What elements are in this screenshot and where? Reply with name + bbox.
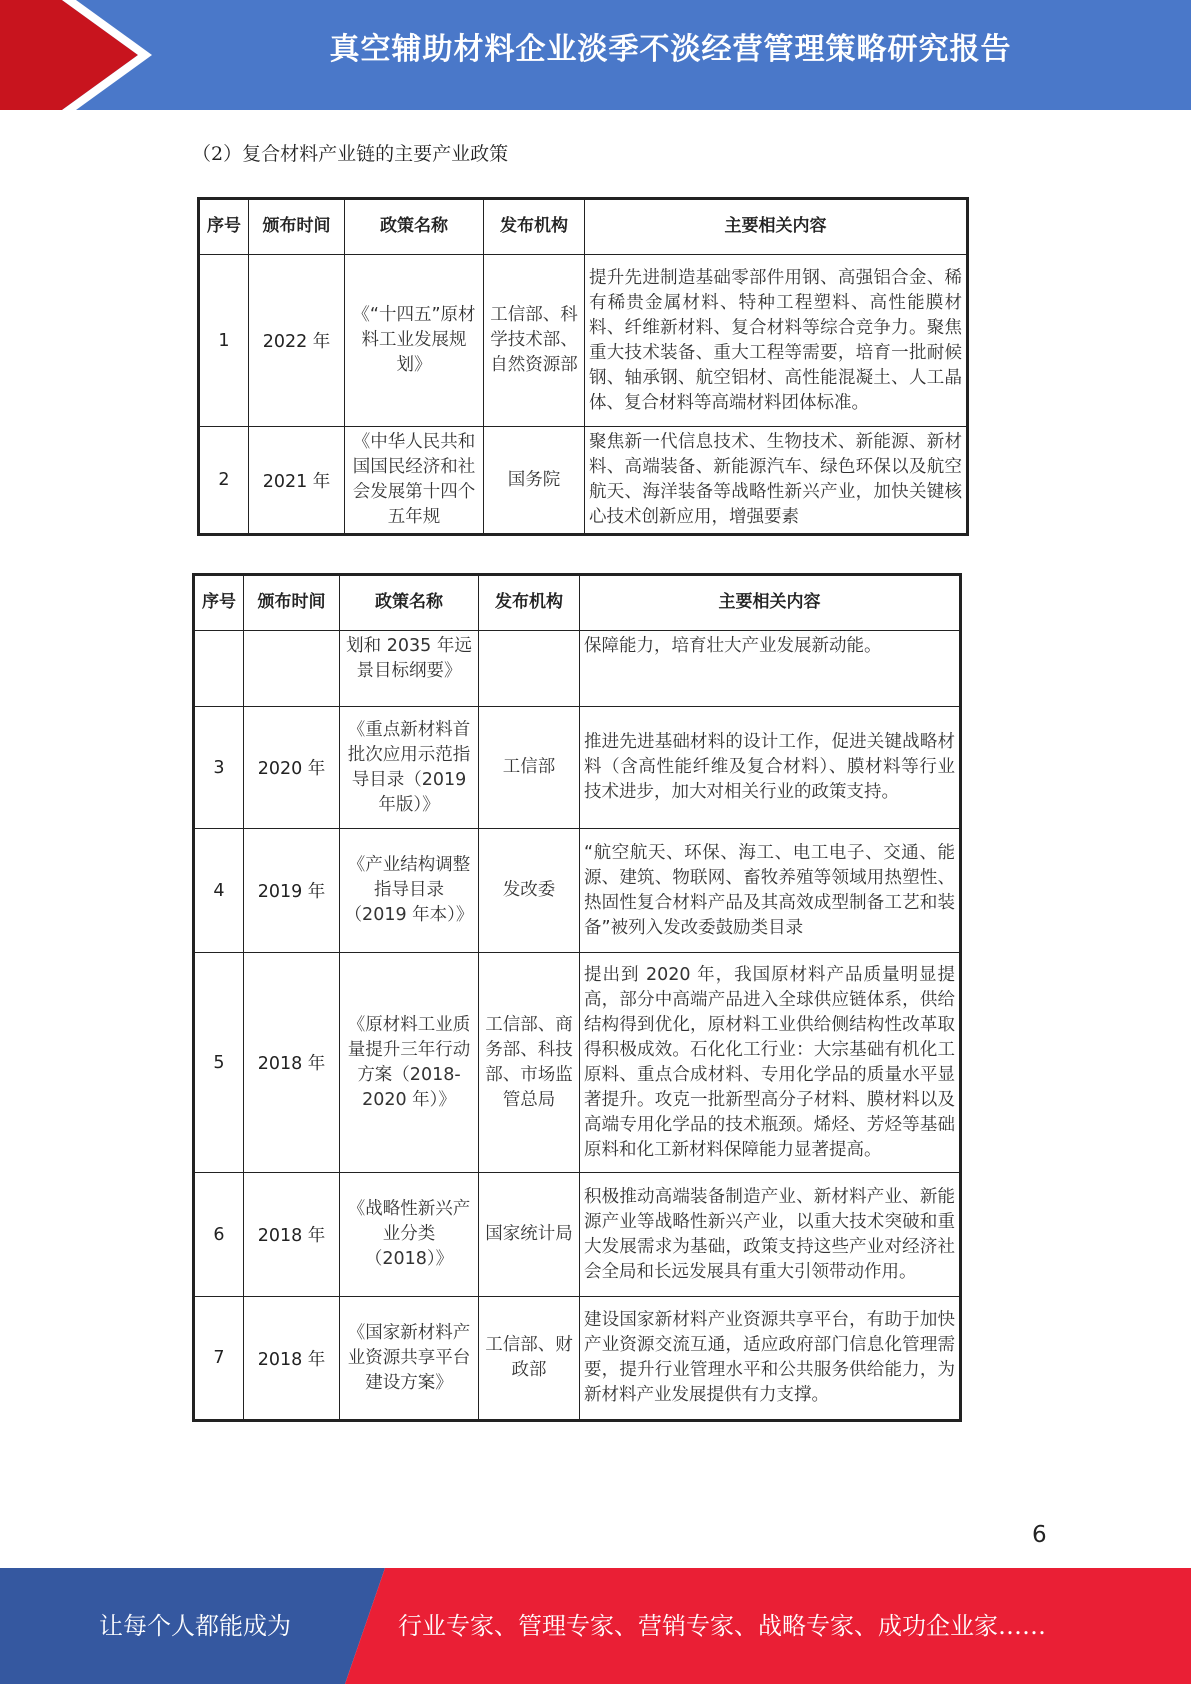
row-org: 发改委: [479, 829, 580, 953]
header-org: 发布机构: [479, 575, 580, 631]
table-row: [194, 707, 961, 829]
policy-table-2: [192, 573, 962, 1422]
row-date: 2020 年: [244, 707, 340, 829]
row-no: 3: [194, 707, 244, 829]
table-row: [194, 1173, 961, 1297]
table-header-row: [194, 575, 961, 631]
row-date: 2021 年: [249, 427, 345, 535]
row-no: 2: [199, 427, 249, 535]
header-no: 序号: [194, 575, 244, 631]
header-content: 主要相关内容: [585, 199, 968, 255]
table-row: [194, 953, 961, 1173]
row-date: 2019 年: [244, 829, 340, 953]
row-policy-name: 《重点新材料首批次应用示范指导目录（2019 年版）》: [340, 707, 479, 829]
report-title: 真空辅助材料企业淡季不淡经营管理策略研究报告: [329, 32, 1012, 67]
row-org: 工信部、商务部、科技部、市场监管总局: [479, 953, 580, 1173]
header-banner: [0, 0, 1191, 110]
row-org: 工信部、科学技术部、自然资源部: [484, 255, 585, 427]
row-content: 推进先进基础材料的设计工作，促进关键战略材料（含高性能纤维及复合材料）、膜材料等行业技术进步，加大对相关行业的政策支持。: [580, 707, 961, 829]
row-date: 2022 年: [249, 255, 345, 427]
row-content: 提升先进制造基础零部件用钢、高强铝合金、稀有稀贵金属材料、特种工程塑料、高性能膜材料、纤维新材料、复合材料等综合竞争力。聚焦重大技术装备、重大工程等需要，培育一批耐候钢、轴承钢、航空铝材、高性能混凝土、人工晶体、复合材料等高端材料团体标准。: [585, 255, 968, 427]
row-content: 建设国家新材料产业资源共享平台，有助于加快产业资源交流互通，适应政府部门信息化管理需要，提升行业管理水平和公共服务供给能力，为新材料产业发展提供有力支撑。: [580, 1297, 961, 1421]
table-row: [194, 631, 961, 707]
row-policy-name: 《原材料工业质量提升三年行动方案（2018-2020 年）》: [340, 953, 479, 1173]
row-date: 2018 年: [244, 953, 340, 1173]
row-policy-name: 《中华人民共和国国民经济和社会发展第十四个五年规: [352, 432, 476, 527]
header-date: 颁布时间: [244, 575, 340, 631]
row-no: 1: [199, 255, 249, 427]
page-number: 6: [1032, 1522, 1047, 1548]
header-date: 颁布时间: [249, 199, 345, 255]
row-policy-name: 《战略性新兴产业分类（2018）》: [340, 1173, 479, 1297]
header-org: 发布机构: [484, 199, 585, 255]
table-header-row: [199, 199, 968, 255]
row-content: “航空航天、环保、海工、电工电子、交通、能源、建筑、物联网、畜牧养殖等领域用热塑性、热固性复合材料产品及其高效成型制备工艺和装备”被列入发改委鼓励类目录: [580, 829, 961, 953]
row-policy-name: 《国家新材料产业资源共享平台建设方案》: [340, 1297, 479, 1421]
section-heading: （2）复合材料产业链的主要产业政策: [192, 143, 509, 165]
row-content: 聚焦新一代信息技术、生物技术、新能源、新材料、高端装备、新能源汽车、绿色环保以及航空航天、海洋装备等战略性新兴产业，加快关键核心技术创新应用，增强要素: [589, 432, 962, 527]
header-content: 主要相关内容: [580, 575, 961, 631]
row-date: 2018 年: [244, 1297, 340, 1421]
row-policy-name: 《产业结构调整指导目录（2019 年本）》: [340, 829, 479, 953]
row-org: [479, 631, 580, 707]
row-policy-name: 划和 2035 年远景目标纲要》: [340, 631, 479, 707]
header-no: 序号: [199, 199, 249, 255]
row-no: 4: [194, 829, 244, 953]
table-row: [194, 829, 961, 953]
header-arrow-icon: [0, 0, 160, 110]
row-policy-name: 《“十四五”原材料工业发展规划》: [345, 255, 484, 427]
row-org: 国家统计局: [479, 1173, 580, 1297]
footer-slogan-right: 行业专家、管理专家、营销专家、战略专家、成功企业家……: [398, 1612, 1046, 1640]
header-name: 政策名称: [345, 199, 484, 255]
footer-slogan-left: 让每个人都能成为: [99, 1612, 291, 1640]
row-date: [244, 631, 340, 707]
policy-table-1: [197, 197, 969, 536]
row-org: 工信部: [479, 707, 580, 829]
table-row: [194, 1297, 961, 1421]
row-content: 积极推动高端装备制造产业、新材料产业、新能源产业等战略性新兴产业，以重大技术突破和重大发展需求为基础，政策支持这些产业对经济社会全局和长远发展具有重大引领带动作用。: [580, 1173, 961, 1297]
row-no: 6: [194, 1173, 244, 1297]
row-no: 7: [194, 1297, 244, 1421]
header-name: 政策名称: [340, 575, 479, 631]
row-content: 保障能力，培育壮大产业发展新动能。: [580, 631, 961, 707]
row-no: [194, 631, 244, 707]
row-content: 提出到 2020 年，我国原材料产品质量明显提高，部分中高端产品进入全球供应链体系，供给结构得到优化，原材料工业供给侧结构性改革取得积极成效。石化化工行业：大宗基础有机化工原料、重点合成材料、专用化学品的质量水平显著提升。攻克一批新型高分子材料、膜材料以及高端专用化学品的技术瓶颈。烯烃、芳烃等基础原料和化工新材料保障能力显著提高。: [580, 953, 961, 1173]
row-org: 工信部、财政部: [479, 1297, 580, 1421]
row-date: 2018 年: [244, 1173, 340, 1297]
footer-banner: [0, 1568, 1191, 1684]
table-row: [199, 255, 968, 427]
row-org: 国务院: [484, 427, 585, 535]
row-no: 5: [194, 953, 244, 1173]
table-row: [199, 427, 968, 535]
